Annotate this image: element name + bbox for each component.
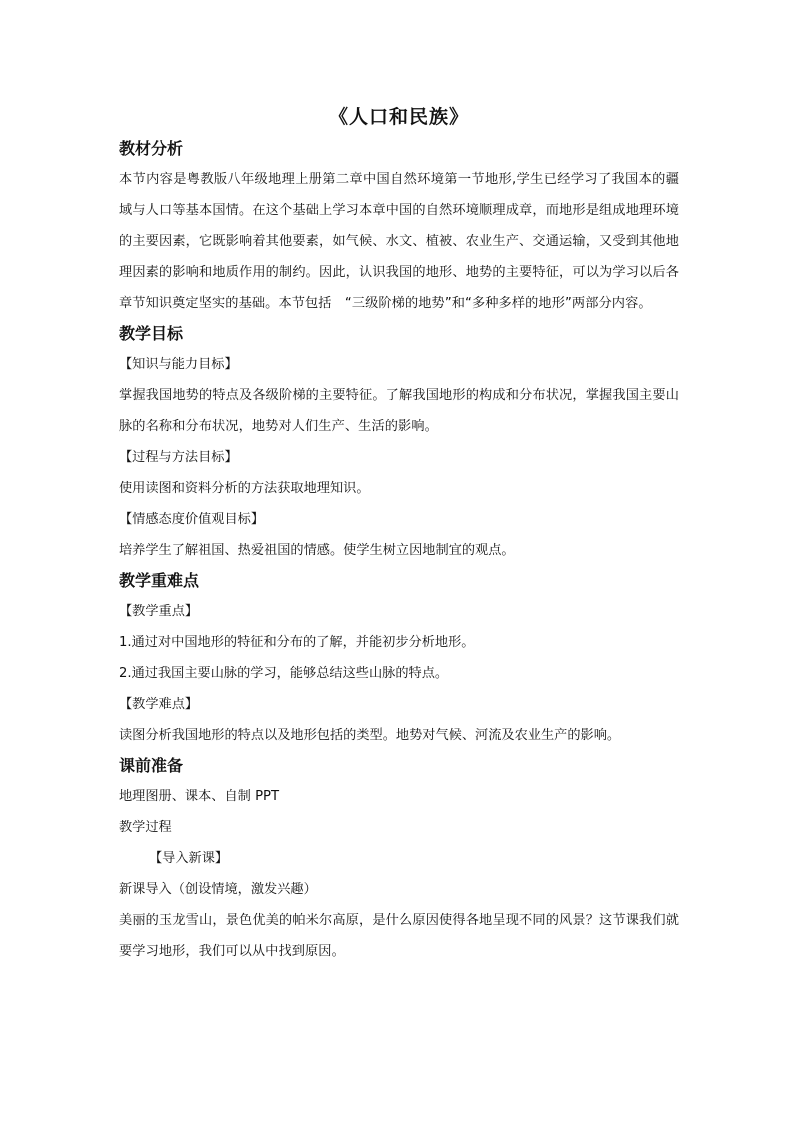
intro-label: 【导入新课】 [149,851,229,866]
intro-subtitle: 新课导入（创设情境，激发兴趣） [119,882,317,897]
teaching-focus-label: 【教学重点】 [119,604,199,619]
section-heading-preparation: 课前准备 [119,756,184,775]
teaching-focus-item-2: 2.通过我国主要山脉的学习，能够总结这些山脉的特点。 [119,666,449,681]
teaching-process-label: 教学过程 [119,820,172,835]
emotion-goal-label: 【情感态度价值观目标】 [119,512,265,527]
knowledge-goal-label: 【知识与能力目标】 [119,357,238,372]
section-heading-key-points: 教学重难点 [119,571,200,590]
emotion-goal-text: 培养学生了解祖国、热爱祖国的情感。使学生树立因地制宜的观点。 [119,543,515,558]
document-title: 《人口和民族》 [328,106,469,128]
analysis-paragraph: 本节内容是粤教版八年级地理上册第二章中国自然环境第一节地形,学生已经学习了我国本的疆域与人口等基本国情。在这个基础上学习本章中国的自然环境顺理成章，而地形是组成地理环境的主要因素，它既影响着其他要素，如气候、水文、植被、农业生产、交通运输，又受到其他地理因素的影响和地质作用的制约。因此，认识我国的地形、地势的主要特征，可以为学习以后各章节知识奠定坚实的基础。本节包括 “三级阶梯的地势”和“多种多样的地形”两部分内容。 [119,172,679,311]
knowledge-goal-text: 掌握我国地势的特点及各级阶梯的主要特征。了解我国地形的构成和分布状况，掌握我国主要山脉的名称和分布状况，地势对人们生产、生活的影响。 [119,388,679,434]
process-goal-text: 使用读图和资料分析的方法获取地理知识。 [119,481,370,496]
process-goal-label: 【过程与方法目标】 [119,450,238,465]
document-page [119,100,679,967]
section-heading-goals: 教学目标 [119,324,184,343]
teaching-difficulty-label: 【教学难点】 [119,697,199,712]
intro-paragraph: 美丽的玉龙雪山，景色优美的帕米尔高原，是什么原因使得各地呈现不同的风景？这节课我们就要学习地形，我们可以从中找到原因。 [119,913,679,959]
teaching-focus-item-1: 1.通过对中国地形的特征和分布的了解，并能初步分析地形。 [119,635,475,650]
preparation-materials: 地理图册、课本、自制 PPT [119,789,280,804]
teaching-difficulty-text: 读图分析我国地形的特点以及地形包括的类型。地势对气候、河流及农业生产的影响。 [119,728,621,743]
section-heading-analysis: 教材分析 [119,139,184,158]
